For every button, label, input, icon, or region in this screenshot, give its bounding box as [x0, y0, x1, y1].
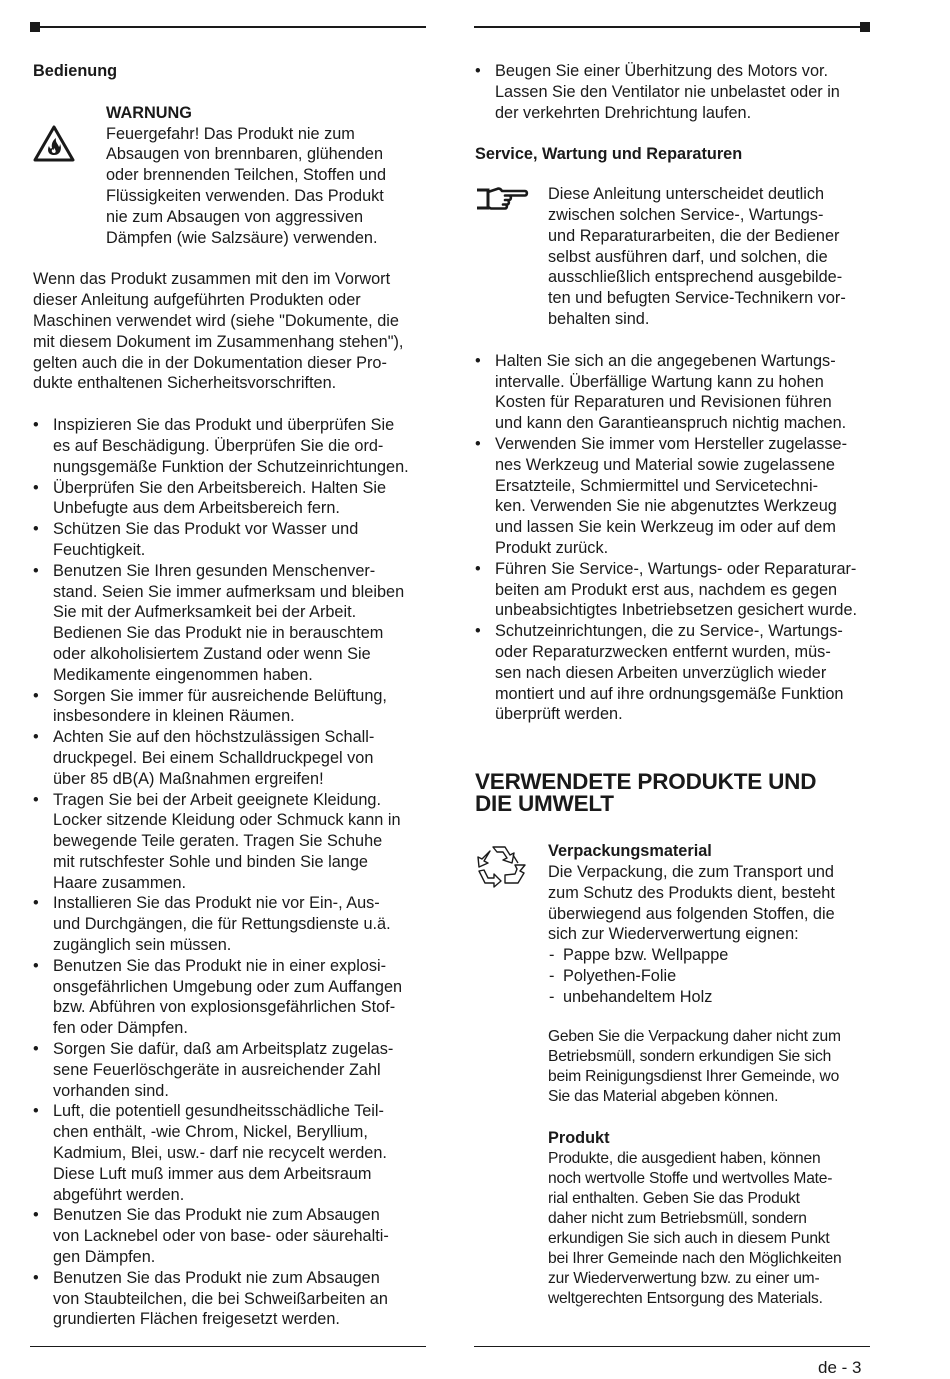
section-heading-environment: VERWENDETE PRODUKTE UND DIE UMWELT	[475, 769, 817, 817]
bullet-item: • Installieren Sie das Produkt nie vor Ein-, Aus- und Durchgängen, die für Rettungsdienste u.ä. zugänglich sein müssen.	[33, 893, 427, 955]
intro-paragraph: Wenn das Produkt zusammen mit den im Vorwort dieser Anleitung aufgeführten Produkten oder Maschinen verwendet wird (siehe "Dokumente, die mit diesem Dokument im Zusammenhang stehen"), gelten auch die in der Dokumentation dieser Pro- dukte enthaltenen Sicherheitsvorschriften.	[33, 270, 404, 393]
bullet-item: • Führen Sie Service-, Wartungs- oder Reparaturar- beiten am Produkt erst aus, nachdem es gegen unbeabsichtigtes Inbetriebsetzen gesichert wurde.	[475, 559, 871, 621]
service-bullet-list	[475, 351, 871, 725]
header-marker-square	[860, 22, 870, 32]
motor-bullet-list	[475, 61, 871, 123]
warning-title: WARNUNG	[106, 103, 192, 122]
bullet-item: • Luft, die potentiell gesundheitsschädliche Teil- chen enthält, -wie Chrom, Nickel, Beryllium, Kadmium, Blei, usw.- darf nie recycelt werden. Diese Luft muß immer aus dem Arbeitsraum abgeführt werden.	[33, 1101, 427, 1205]
product-text: Produkte, die ausgedient haben, können noch wertvolle Stoffe und wertvolles Mate- rial enthalten. Geben Sie das Produkt daher nicht zum Betriebsmüll, sondern erkundigen Sie sich auch in diesem Punkt bei Ihrer Gemeinde nach den Möglichkeiten zur Wiederverwertung bzw. zu einer um- weltgerechten Entsorgung des Materials.	[548, 1150, 842, 1308]
bullet-item: • Inspizieren Sie das Produkt und überprüfen Sie es auf Beschädigung. Überprüfen Sie die ord- nungsgemäße Funktion der Schutzeinrichtungen.	[33, 415, 427, 477]
bullet-item: • Beugen Sie einer Überhitzung des Motors vor. Lassen Sie den Ventilator nie unbelastet oder in der verkehrten Drehrichtung laufen.	[475, 61, 871, 123]
disposal-text: Geben Sie die Verpackung daher nicht zum Betriebsmüll, sondern erkundigen Sie sich beim Reinigungsdienst Ihrer Gemeinde, wo Sie das Material abgeben können.	[548, 1028, 841, 1106]
bullet-item: • Verwenden Sie immer vom Hersteller zugelasse- nes Werkzeug und Material sowie zugelassene Ersatzteile, Schmiermittel und Servicetechni- ken. Verwenden Sie nie abgenutztes Werkzeug und lassen Sie kein Werkzeug im oder auf dem Produkt zurück.	[475, 434, 871, 559]
bullet-item: • Schützen Sie das Produkt vor Wasser und Feuchtigkeit.	[33, 519, 427, 561]
bullet-item: • Schutzeinrichtungen, die zu Service-, Wartungs- oder Reparaturzwecken entfernt wurden, müs- sen nach diesen Arbeiten unverzüglich wieder montiert und auf ihre ordnungsgemäße Funktion überprüft werden.	[475, 621, 871, 725]
section-heading-service: Service, Wartung und Reparaturen	[475, 145, 743, 164]
bullet-item: • Halten Sie sich an die angegebenen Wartungs- intervalle. Überfällige Wartung kann zu hohen Kosten für Reparaturen und Revisionen führen und kann den Garantieanspruch nichtig machen.	[475, 351, 871, 434]
packaging-heading: Verpackungsmaterial	[548, 842, 712, 861]
materials-list	[548, 945, 871, 1007]
header-rule-left	[30, 22, 426, 34]
packaging-block	[475, 841, 871, 1309]
bullet-item: • Sorgen Sie immer für ausreichende Belüftung, insbesondere in kleinen Räumen.	[33, 686, 427, 728]
bullet-item: • Benutzen Sie Ihren gesunden Menschenver- stand. Seien Sie immer aufmerksam und bleiben Sie mit der Aufmerksamkeit bei der Arbeit. Bedienen Sie das Produkt nie in berauschtem oder alkoholisiertem Zustand oder wenn Sie Medikamente eingenommen haben.	[33, 561, 427, 686]
product-heading: Produkt	[548, 1129, 610, 1148]
list-item: - Polyethen-Folie	[548, 966, 871, 987]
service-note-text: Diese Anleitung unterscheidet deutlich zwischen solchen Service-, Wartungs- und Reparaturarbeiten, die der Bediener selbst ausführen darf, und solchen, die ausschließlich entsprechend ausgebilde- ten und befugten Service-Technikern vor- behalten sind.	[548, 185, 846, 328]
recycle-icon	[475, 843, 527, 899]
footer-rule-left	[30, 1346, 426, 1347]
warning-block	[33, 103, 427, 249]
bullet-item: • Benutzen Sie das Produkt nie zum Absaugen von Staubteilchen, die bei Schweißarbeiten an grundierten Flächen freigesetzt werden.	[33, 1268, 427, 1330]
list-item: - unbehandeltem Holz	[548, 987, 871, 1008]
service-note-block	[475, 184, 871, 330]
fire-warning-icon	[33, 125, 75, 169]
page-number: de - 3	[818, 1358, 862, 1377]
pointing-hand-icon	[475, 186, 529, 218]
right-column	[475, 61, 871, 1309]
bullet-item: • Tragen Sie bei der Arbeit geeignete Kleidung. Locker sitzende Kleidung oder Schmuck kann in bewegende Teile geraten. Tragen Sie Schuhe mit rutschfester Sohle und binden Sie lange Haare zusammen.	[33, 790, 427, 894]
safety-bullet-list	[33, 415, 427, 1330]
footer-rule-right	[474, 1346, 870, 1347]
section-heading-bedienung: Bedienung	[33, 62, 118, 80]
bullet-item: • Benutzen Sie das Produkt nie in einer explosi- onsgefährlichen Umgebung oder zum Auffangen bzw. Abführen von explosionsgefährlichen Stof- fen oder Dämpfen.	[33, 956, 427, 1039]
list-item: - Pappe bzw. Wellpappe	[548, 945, 871, 966]
left-column	[33, 61, 427, 1330]
bullet-item: • Überprüfen Sie den Arbeitsbereich. Halten Sie Unbefugte aus dem Arbeitsbereich fern.	[33, 478, 427, 520]
header-rule-right	[474, 22, 870, 34]
bullet-item: • Achten Sie auf den höchstzulässigen Schall- druckpegel. Bei einem Schalldruckpegel von über 85 dB(A) Maßnahmen ergreifen!	[33, 727, 427, 789]
bullet-item: • Sorgen Sie dafür, daß am Arbeitsplatz zugelas- sene Feuerlöschgeräte in ausreichender Zahl vorhanden sind.	[33, 1039, 427, 1101]
bullet-item: • Benutzen Sie das Produkt nie zum Absaugen von Lacknebel oder von base- oder säurehalti- gen Dämpfen.	[33, 1205, 427, 1267]
warning-text: Feuergefahr! Das Produkt nie zum Absaugen von brennbaren, glühenden oder brennenden Teilchen, Stoffen und Flüssigkeiten verwenden. Das Produkt nie zum Absaugen von aggressiven Dämpfen (wie Salzsäure) verwenden.	[106, 124, 387, 247]
packaging-text: Die Verpackung, die zum Transport und zum Schutz des Produkts dient, besteht überwiegend aus folgenden Stoffen, die sich zur Wiederverwertung eignen:	[548, 862, 835, 944]
header-marker-square	[30, 22, 40, 32]
